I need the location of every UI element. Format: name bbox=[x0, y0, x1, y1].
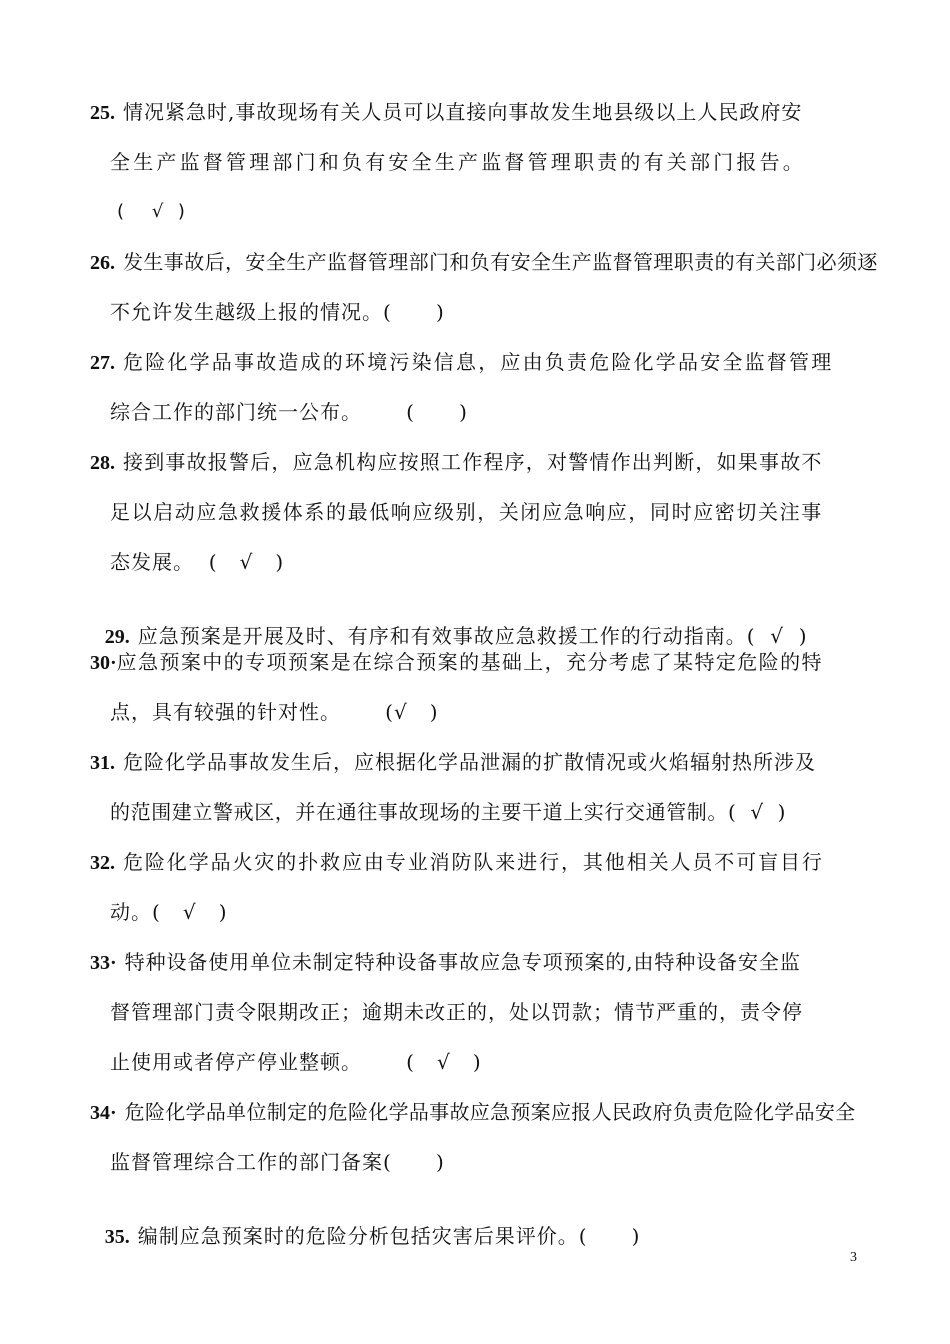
question-28-line-3: 态发展。 ( √ ) bbox=[110, 550, 285, 574]
question-33-line-1 bbox=[90, 950, 801, 975]
question-32-number: 32. bbox=[90, 852, 115, 874]
question-27-number: 27. bbox=[90, 352, 115, 374]
question-34-line-2: 监督管理综合工作的部门备案( ) bbox=[110, 1150, 445, 1174]
question-28-number: 28. bbox=[90, 452, 115, 474]
question-28-line-2: 足以启动应急救援体系的最低响应级别，关闭应急响应，同时应密切关注事 bbox=[110, 500, 823, 524]
question-27-text-1: 危险化学品事故造成的环境污染信息，应由负责危险化学品安全监督管理 bbox=[123, 350, 834, 374]
question-33-line-3: 止使用或者停产停业整顿。 ( √ ) bbox=[110, 1050, 482, 1074]
page-number: 3 bbox=[850, 1250, 857, 1265]
question-32-line-2: 动。( √ ) bbox=[110, 900, 228, 924]
question-35-text-1: 编制应急预案时的危险分析包括灾害后果评价。( ) bbox=[137, 1224, 641, 1248]
question-34-number: 34· bbox=[90, 1102, 117, 1124]
question-27-line-2: 综合工作的部门统一公布。 ( ) bbox=[110, 400, 468, 424]
question-31-text-1: 危险化学品事故发生后，应根据化学品泄漏的扩散情况或火焰辐射热所涉及 bbox=[123, 750, 816, 774]
question-26-line-2: 不允许发生越级上报的情况。( ) bbox=[110, 300, 445, 324]
question-29-number: 29. bbox=[104, 626, 130, 648]
question-32-text-1: 危险化学品火灾的扑救应由专业消防队来进行，其他相关人员不可盲目行 bbox=[123, 850, 824, 874]
question-25-text-1: 情况紧急时,事故现场有关人员可以直接向事故发生地县级以上人民政府安 bbox=[123, 100, 803, 124]
question-35-line-1 bbox=[90, 1200, 640, 1249]
question-28-line-1 bbox=[90, 450, 823, 475]
question-27-line-1 bbox=[90, 350, 833, 375]
question-25-number: 25. bbox=[90, 102, 115, 124]
question-34-line-1 bbox=[90, 1100, 855, 1125]
question-25-line-2: 全生产监督管理部门和负有安全生产监督管理职责的有关部门报告。 bbox=[110, 150, 806, 174]
question-33-line-2: 督管理部门责令限期改正；逾期未改正的，处以罚款；情节严重的，责令停 bbox=[110, 1000, 803, 1024]
question-35-number: 35. bbox=[104, 1226, 130, 1248]
question-31-line-2: 的范围建立警戒区，并在通往事故现场的主要干道上实行交通管制。( √ ) bbox=[110, 800, 786, 824]
question-33-text-1: 特种设备使用单位未制定特种设备事故应急专项预案的,由特种设备安全监 bbox=[124, 950, 801, 974]
question-30-line-1 bbox=[90, 650, 823, 675]
question-31-number: 31. bbox=[90, 752, 115, 774]
question-25-answer: ( √ ) bbox=[117, 201, 186, 222]
question-26-text-1: 发生事故后，安全生产监督管理部门和负有安全生产监督管理职责的有关部门必须逐 bbox=[123, 250, 878, 274]
question-34-text-1: 危险化学品单位制定的危险化学品事故应急预案应报人民政府负责危险化学品安全 bbox=[124, 1100, 856, 1124]
question-31-line-1 bbox=[90, 750, 816, 775]
question-28-text-1: 接到事故报警后，应急机构应按照工作程序，对警情作出判断，如果事故不 bbox=[123, 450, 823, 474]
question-29-line-1 bbox=[90, 600, 808, 649]
question-32-line-1 bbox=[90, 850, 824, 875]
question-26-number: 26. bbox=[90, 252, 115, 274]
question-33-number: 33· bbox=[90, 952, 117, 974]
question-29-text-1: 应急预案是开展及时、有序和有效事故应急救援工作的行动指南。( √ ) bbox=[137, 624, 808, 648]
question-30-line-2: 点，具有较强的针对性。 (√ ) bbox=[110, 700, 439, 724]
question-26-line-1 bbox=[90, 250, 878, 275]
question-30-text-1: 应急预案中的专项预案是在综合预案的基础上，充分考虑了某特定危险的特 bbox=[116, 650, 823, 674]
question-30-number: 30· bbox=[90, 652, 117, 674]
question-25-line-1 bbox=[90, 100, 802, 125]
